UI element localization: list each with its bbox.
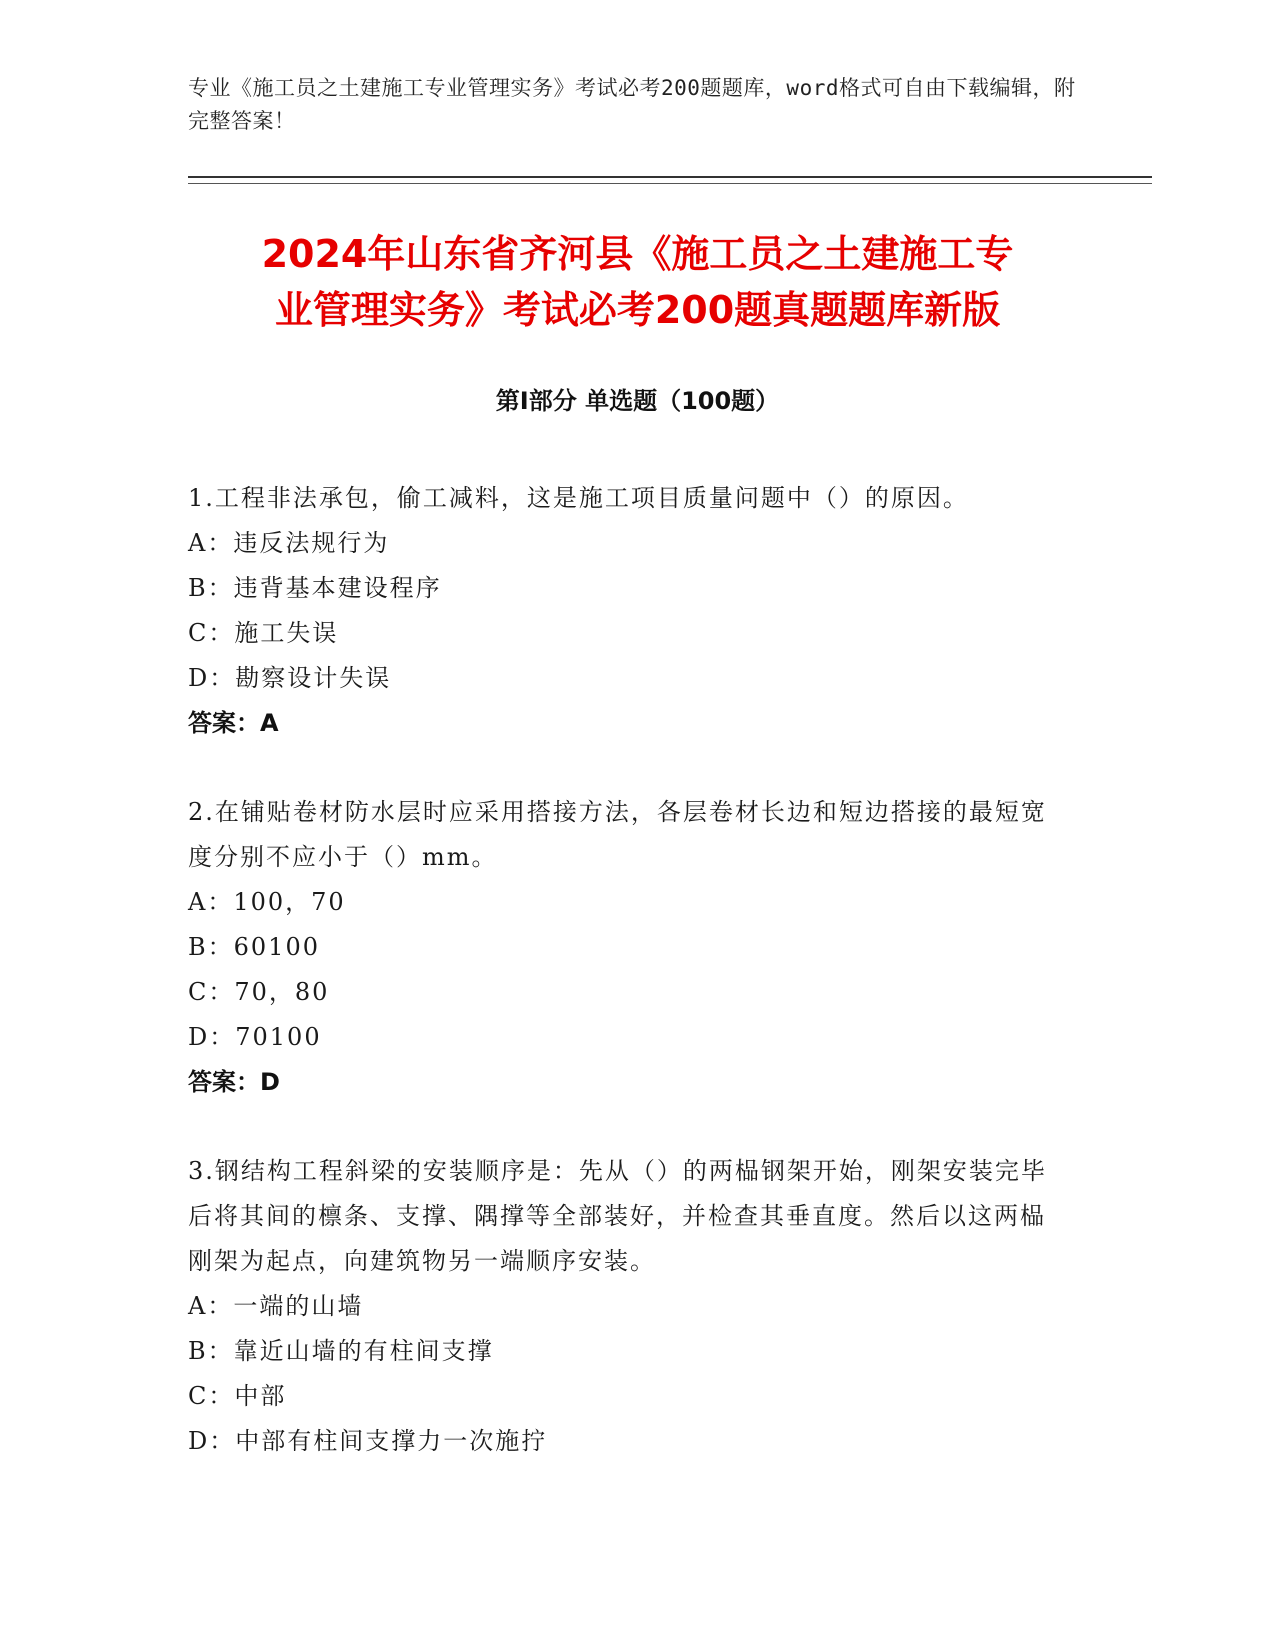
option-a: A：违反法规行为 xyxy=(188,529,390,557)
answer: 答案：A xyxy=(188,709,279,737)
header-divider-thick xyxy=(188,176,1152,178)
question-3 xyxy=(188,1149,1068,1464)
option-b: B：违背基本建设程序 xyxy=(188,574,442,602)
option-c: C：70，80 xyxy=(188,978,330,1006)
answer: 答案：D xyxy=(188,1068,280,1096)
question-list xyxy=(188,476,1068,1508)
option-d: D：70100 xyxy=(188,1023,322,1051)
option-b: B：靠近山墙的有柱间支撑 xyxy=(188,1337,494,1365)
header-divider-thin xyxy=(188,183,1152,184)
option-a: A：100，70 xyxy=(188,888,346,916)
option-c: C：施工失误 xyxy=(188,619,339,647)
option-d: D：中部有柱间支撑力一次施拧 xyxy=(188,1427,548,1455)
question-stem: 3.钢结构工程斜梁的安装顺序是：先从（）的两榀钢架开始，刚架安装完毕后将其间的檩条、支撑、隅撑等全部装好，并检查其垂直度。然后以这两榀刚架为起点，向建筑物另一端顺序安装。 xyxy=(188,1157,1047,1275)
document-title-line-1: 2024年山东省齐河县《施工员之土建施工专 xyxy=(261,232,1014,276)
question-stem: 1.工程非法承包，偷工减料，这是施工项目质量问题中（）的原因。 xyxy=(188,484,969,512)
document-title xyxy=(150,226,1125,338)
option-c: C：中部 xyxy=(188,1382,287,1410)
document-title-line-2: 业管理实务》考试必考200题真题题库新版 xyxy=(274,288,1001,332)
header-note: 专业《施工员之土建施工专业管理实务》考试必考200题题库，word格式可自由下载编辑，附完整答案！ xyxy=(188,76,1076,133)
option-d: D：勘察设计失误 xyxy=(188,664,392,692)
option-a: A：一端的山墙 xyxy=(188,1292,364,1320)
question-1 xyxy=(188,476,1068,746)
option-b: B：60100 xyxy=(188,933,320,961)
question-stem: 2.在铺贴卷材防水层时应采用搭接方法，各层卷材长边和短边搭接的最短宽度分别不应小于（）mm。 xyxy=(188,798,1047,871)
section-title: 第Ⅰ部分 单选题（100题） xyxy=(495,387,780,415)
question-2 xyxy=(188,790,1068,1105)
